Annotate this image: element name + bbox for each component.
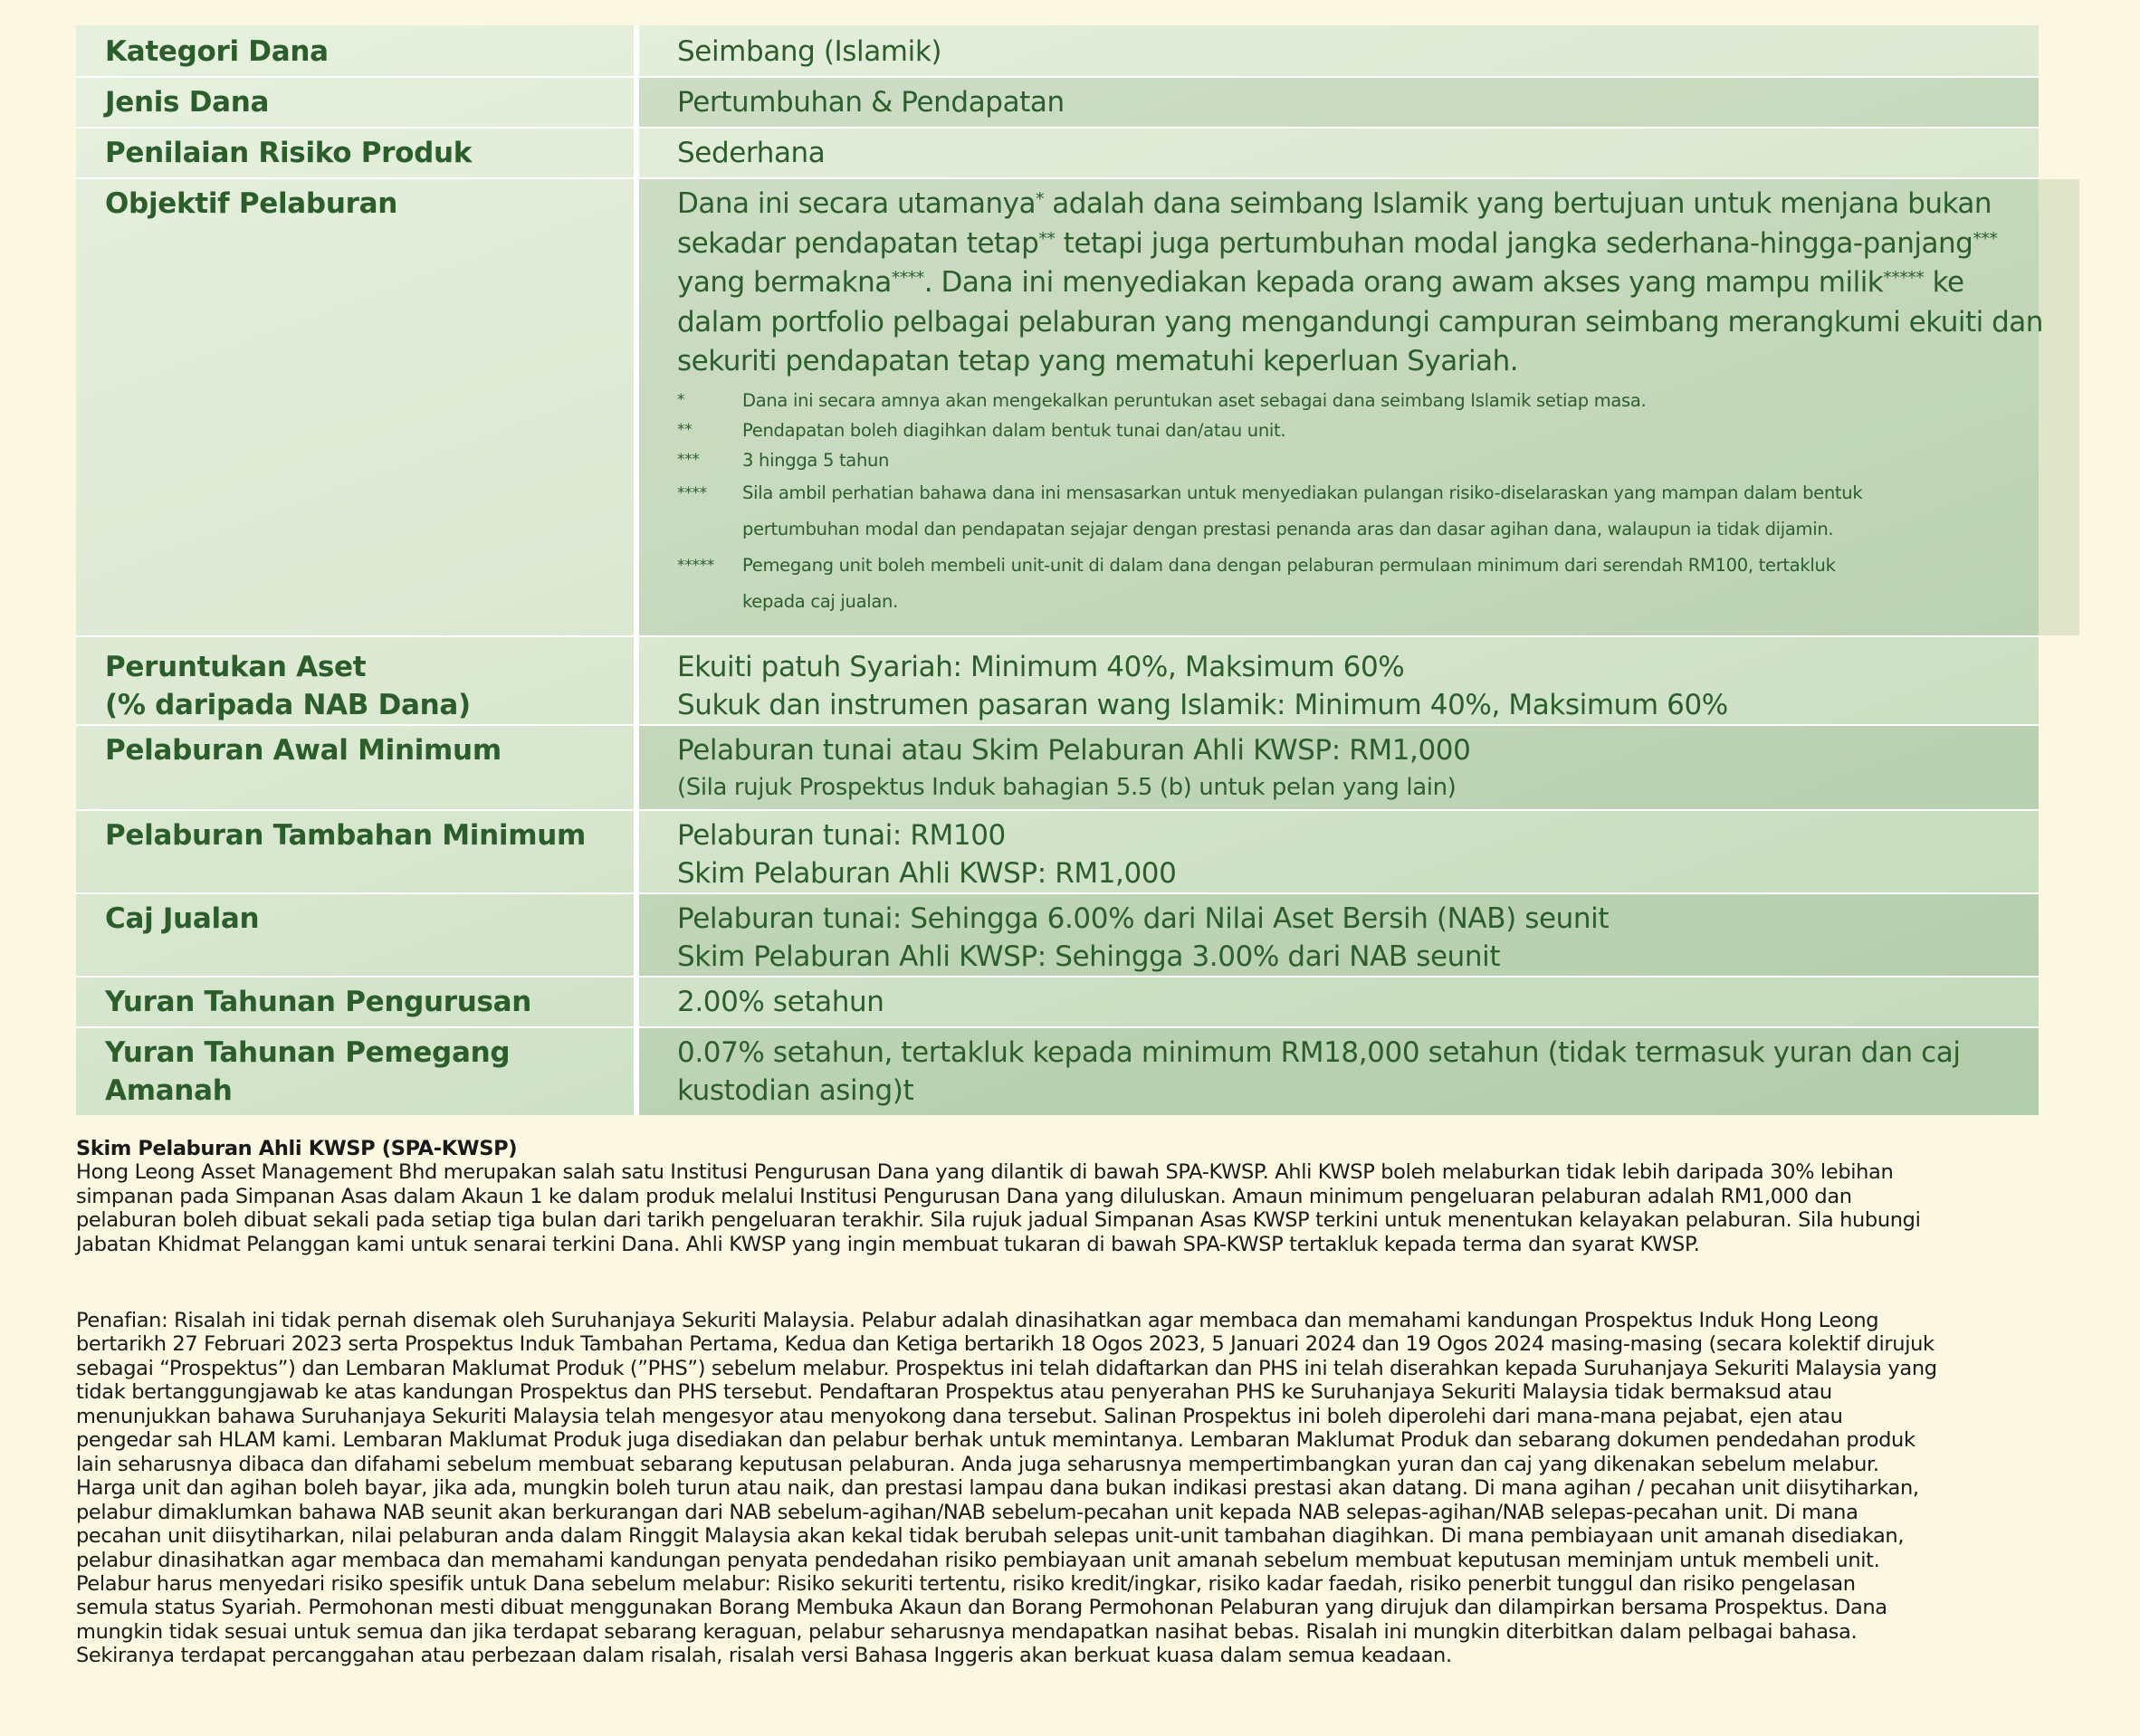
value-objektif-pelaburan <box>639 179 2079 635</box>
row-yuran-pengurusan <box>76 978 2039 1028</box>
value-yuran-pengurusan: 2.00% setahun <box>677 986 884 1018</box>
footnote-1 <box>677 386 2043 415</box>
disclaimer-line: Harga unit dan agihan boleh bayar, jika ada, mungkin boleh turun atau naik, dan prestasi lampau dana bukan indikasi prestasi akan datang. Di mana agihan / pecahan unit diisytiharkan, <box>76 1476 1919 1501</box>
footnote-marker: **** <box>677 483 707 502</box>
footnote-ref-3: *** <box>1973 228 1998 249</box>
disclaimer-line: lain seharusnya dibaca dan difahami sebelum membuat sebarang keputusan pelaburan. Anda juga seharusnya mempertimbangkan yuran dan caj yang dikenakan sebelum melabur. <box>76 1452 1879 1476</box>
footnote-3 <box>677 445 2043 475</box>
objective-line-5: sekuriti pendapatan tetap yang mematuhi keperluan Syariah. <box>677 345 1519 377</box>
disclaimer-line: semula status Syariah. Permohonan mesti dibuat menggunakan Borang Membuka Akaun dan Borang Permohonan Pelaburan yang dirujuk dan dilampirkan bersama Prospektus. Dana <box>76 1596 1887 1620</box>
label-pelaburan-awal: Pelaburan Awal Minimum <box>76 726 639 809</box>
label-peruntukan-aset: Peruntukan Aset (% daripada NAB Dana) <box>76 637 639 724</box>
value-caj-jualan: Pelaburan tunai: Sehingga 6.00% dari Nilai Aset Bersih (NAB) seunit Skim Pelaburan Ahli KWSP: Sehingga 3.00% dari NAB seunit <box>639 894 2039 976</box>
footnote-ref-2: ** <box>1038 228 1056 249</box>
objective-line-3: yang bermakna****. Dana ini menyediakan kepada orang awam akses yang mampu milik***** ke <box>677 266 1964 299</box>
footnote-text: kepada caj jualan. <box>742 590 898 612</box>
footnote-text: Dana ini secara amnya akan mengekalkan peruntukan aset sebagai dana seimbang Islamik setiap masa. <box>742 389 1647 411</box>
spa-kwsp-text-line: Hong Leong Asset Management Bhd merupakan salah satu Institusi Pengurusan Dana yang dilantik di bawah SPA-KWSP. Ahli KWSP boleh melaburkan tidak lebih daripada 30% lebihan <box>76 1160 1894 1185</box>
disclaimer-section <box>76 1309 2039 1668</box>
disclaimer-line: mungkin tidak sesuai untuk semua dan jika terdapat sebarang keraguan, pelabur seharusnya mendapatkan nasihat bebas. Risalah ini mungkin diterbitkan dalam pelbagai bahasa. <box>76 1619 1858 1644</box>
row-kategori-dana <box>76 25 2039 78</box>
footnote-text: pertumbuhan modal dan pendapatan sejajar dengan prestasi penanda aras dan dasar agihan dana, walaupun ia tidak dijamin. <box>742 518 1834 539</box>
spa-kwsp-title: Skim Pelaburan Ahli KWSP (SPA-KWSP) <box>76 1137 518 1160</box>
value-pelaburan-tambahan: Pelaburan tunai: RM100 Skim Pelaburan Ahli KWSP: RM1,000 <box>677 819 1177 890</box>
disclaimer-line: Penafian: Risalah ini tidak pernah disemak oleh Suruhanjaya Sekuriti Malaysia. Pelabur adalah dinasihatkan agar membaca dan memahami kandungan Prospektus Induk Hong Leong <box>76 1309 1879 1332</box>
row-yuran-pemegang-amanah <box>76 1028 2039 1115</box>
disclaimer-line: pelabur dimaklumkan bahawa NAB seunit akan berkurangan dari NAB sebelum-agihan/NAB sebelum-pecahan unit kepada NAB selepas-agihan/NAB selepas-pecahan unit. Di mana <box>76 1500 1858 1524</box>
footnote-ref-1: * <box>1035 189 1044 209</box>
spa-kwsp-text-line: pelaburan boleh dibuat sekali pada setiap tiga bulan dari tarikh pengeluaran terakhir. Sila rujuk jadual Simpanan Asas KWSP terkini untuk menentukan kelayakan pelaburan. Sila hubungi <box>76 1208 1921 1233</box>
label-penilaian-risiko: Penilaian Risiko Produk <box>76 129 639 177</box>
footnote-2 <box>677 415 2043 445</box>
disclaimer-line: Sekiranya terdapat percanggahan atau perbezaan dalam risalah, risalah versi Bahasa Inggeris akan berkuat kuasa dalam semua keadaan. <box>76 1644 1452 1668</box>
label-jenis-dana: Jenis Dana <box>76 78 639 127</box>
objective-line-2: sekadar pendapatan tetap** tetapi juga pertumbuhan modal jangka sederhana-hingga-panjang*** <box>677 226 1998 260</box>
row-peruntukan-aset <box>76 637 2039 726</box>
footnote-text: Pemegang unit boleh membeli unit-unit di dalam dana dengan pelaburan permulaan minimum dari serendah RM100, tertakluk <box>742 554 1836 576</box>
row-pelaburan-awal <box>76 726 2039 811</box>
objective-line-4: dalam portfolio pelbagai pelaburan yang mengandungi campuran seimbang merangkumi ekuiti dan <box>677 305 2043 339</box>
disclaimer-line: tidak bertanggungjawab ke atas kandungan Prospektus dan PHS tersebut. Pendaftaran Prospektus atau penyerahan PHS ke Suruhanjaya Sekuriti Malaysia tidak bermaksud atau <box>76 1380 1832 1405</box>
row-jenis-dana <box>76 78 2039 129</box>
footnote-text: Pendapatan boleh diagihkan dalam bentuk tunai dan/atau unit. <box>742 419 1286 441</box>
spa-kwsp-section <box>76 1137 2039 1256</box>
objective-line-1: Dana ini secara utamanya* adalah dana seimbang Islamik yang bertujuan untuk menjana bukan <box>677 187 1992 220</box>
label-yuran-pemegang-amanah: Yuran Tahunan Pemegang Amanah <box>76 1028 639 1115</box>
label-caj-jualan: Caj Jualan <box>76 894 639 976</box>
row-objektif-pelaburan <box>76 179 2043 637</box>
disclaimer-line: pecahan unit diisytiharkan, nilai pelaburan anda dalam Ringgit Malaysia akan kekal tidak berubah selepas unit-unit tambahan diagihkan. Di mana pembiayaan unit amanah disediakan, <box>76 1524 1905 1549</box>
label-objektif-pelaburan: Objektif Pelaburan <box>76 179 639 635</box>
spa-kwsp-text-line: simpanan pada Simpanan Asas dalam Akaun 1 ke dalam produk melalui Institusi Pengurusan Dana yang diluluskan. Amaun minimum pengeluaran pelaburan adalah RM1,000 dan <box>76 1184 1852 1208</box>
footnote-5 <box>677 548 2043 620</box>
value-pelaburan-awal: Pelaburan tunai atau Skim Pelaburan Ahli KWSP: RM1,000 (Sila rujuk Prospektus Induk bahagian 5.5 (b) untuk pelan yang lain) <box>639 726 2039 809</box>
value-kategori-dana: Seimbang (Islamik) <box>677 35 942 68</box>
objective-paragraph <box>677 185 2043 382</box>
label-yuran-pengurusan: Yuran Tahunan Pengurusan <box>76 978 639 1026</box>
footnote-ref-5: ***** <box>1883 268 1925 288</box>
disclaimer-line: menunjukkan bahawa Suruhanjaya Sekuriti Malaysia telah mengesyor atau menyokong dana tersebut. Salinan Prospektus ini boleh diperolehi dari mana-mana pejabat, ejen atau <box>76 1404 1843 1428</box>
footnote-marker: * <box>677 390 685 409</box>
value-jenis-dana: Pertumbuhan & Pendapatan <box>639 78 2039 127</box>
footnote-4 <box>677 475 2043 548</box>
footnote-text: Sila ambil perhatian bahawa dana ini mensasarkan untuk menyediakan pulangan risiko-diselaraskan yang mampan dalam bentuk <box>742 482 1863 503</box>
objective-footnotes <box>677 386 2043 620</box>
row-caj-jualan <box>76 894 2039 978</box>
footnote-marker: ** <box>677 420 693 439</box>
disclaimer-line: Pelabur harus menyedari risiko spesifik untuk Dana sebelum melabur: Risiko sekuriti tertentu, risiko kredit/ingkar, risiko kadar faedah, risiko penerbit tunggul dan risiko pengelasan <box>76 1571 1856 1596</box>
footnote-ref-4: **** <box>891 268 924 288</box>
row-penilaian-risiko <box>76 129 2039 179</box>
value-penilaian-risiko: Sederhana <box>677 137 826 169</box>
footnote-marker: *** <box>677 450 700 469</box>
footnote-text: 3 hingga 5 tahun <box>742 449 890 471</box>
fund-details-table <box>76 25 2043 1115</box>
footnote-marker: ***** <box>677 556 715 575</box>
value-yuran-pemegang-amanah: 0.07% setahun, tertakluk kepada minimum RM18,000 setahun (tidak termasuk yuran dan caj kustodian asing)t <box>639 1028 2039 1115</box>
label-pelaburan-tambahan: Pelaburan Tambahan Minimum <box>76 811 639 892</box>
disclaimer-line: pelabur dinasihatkan agar membaca dan memahami kandungan penyata pendedahan risiko pembiayaan unit amanah sebelum membuat keputusan meminjam untuk membeli unit. <box>76 1548 1880 1572</box>
label-kategori-dana: Kategori Dana <box>76 25 639 76</box>
disclaimer-line: sebagai “Prospektus”) dan Lembaran Maklumat Produk (”PHS”) sebelum melabur. Prospektus ini telah didaftarkan dan PHS ini telah diserahkan kepada Suruhanjaya Sekuriti Malaysia yang <box>76 1356 1937 1380</box>
value-peruntukan-aset: Ekuiti patuh Syariah: Minimum 40%, Maksimum 60% Sukuk dan instrumen pasaran wang Islamik: Minimum 40%, Maksimum 60% <box>677 651 1728 721</box>
disclaimer-line: pengedar sah HLAM kami. Lembaran Maklumat Produk juga disediakan dan pelabur berhak untuk memintanya. Lembaran Maklumat Produk dan sebarang dokumen pendedahan produk <box>76 1428 1915 1453</box>
spa-kwsp-text-line: Jabatan Khidmat Pelanggan kami untuk senarai terkini Dana. Ahli KWSP yang ingin membuat tukaran di bawah SPA-KWSP tertakluk kepada terma dan syarat KWSP. <box>76 1232 1700 1256</box>
row-pelaburan-tambahan <box>76 811 2039 894</box>
disclaimer-line: bertarikh 27 Februari 2023 serta Prospektus Induk Tambahan Pertama, Kedua dan Ketiga bertarikh 18 Ogos 2023, 5 Januari 2024 dan 19 Ogos 2024 masing-masing (secara kolektif dirujuk <box>76 1332 1935 1357</box>
